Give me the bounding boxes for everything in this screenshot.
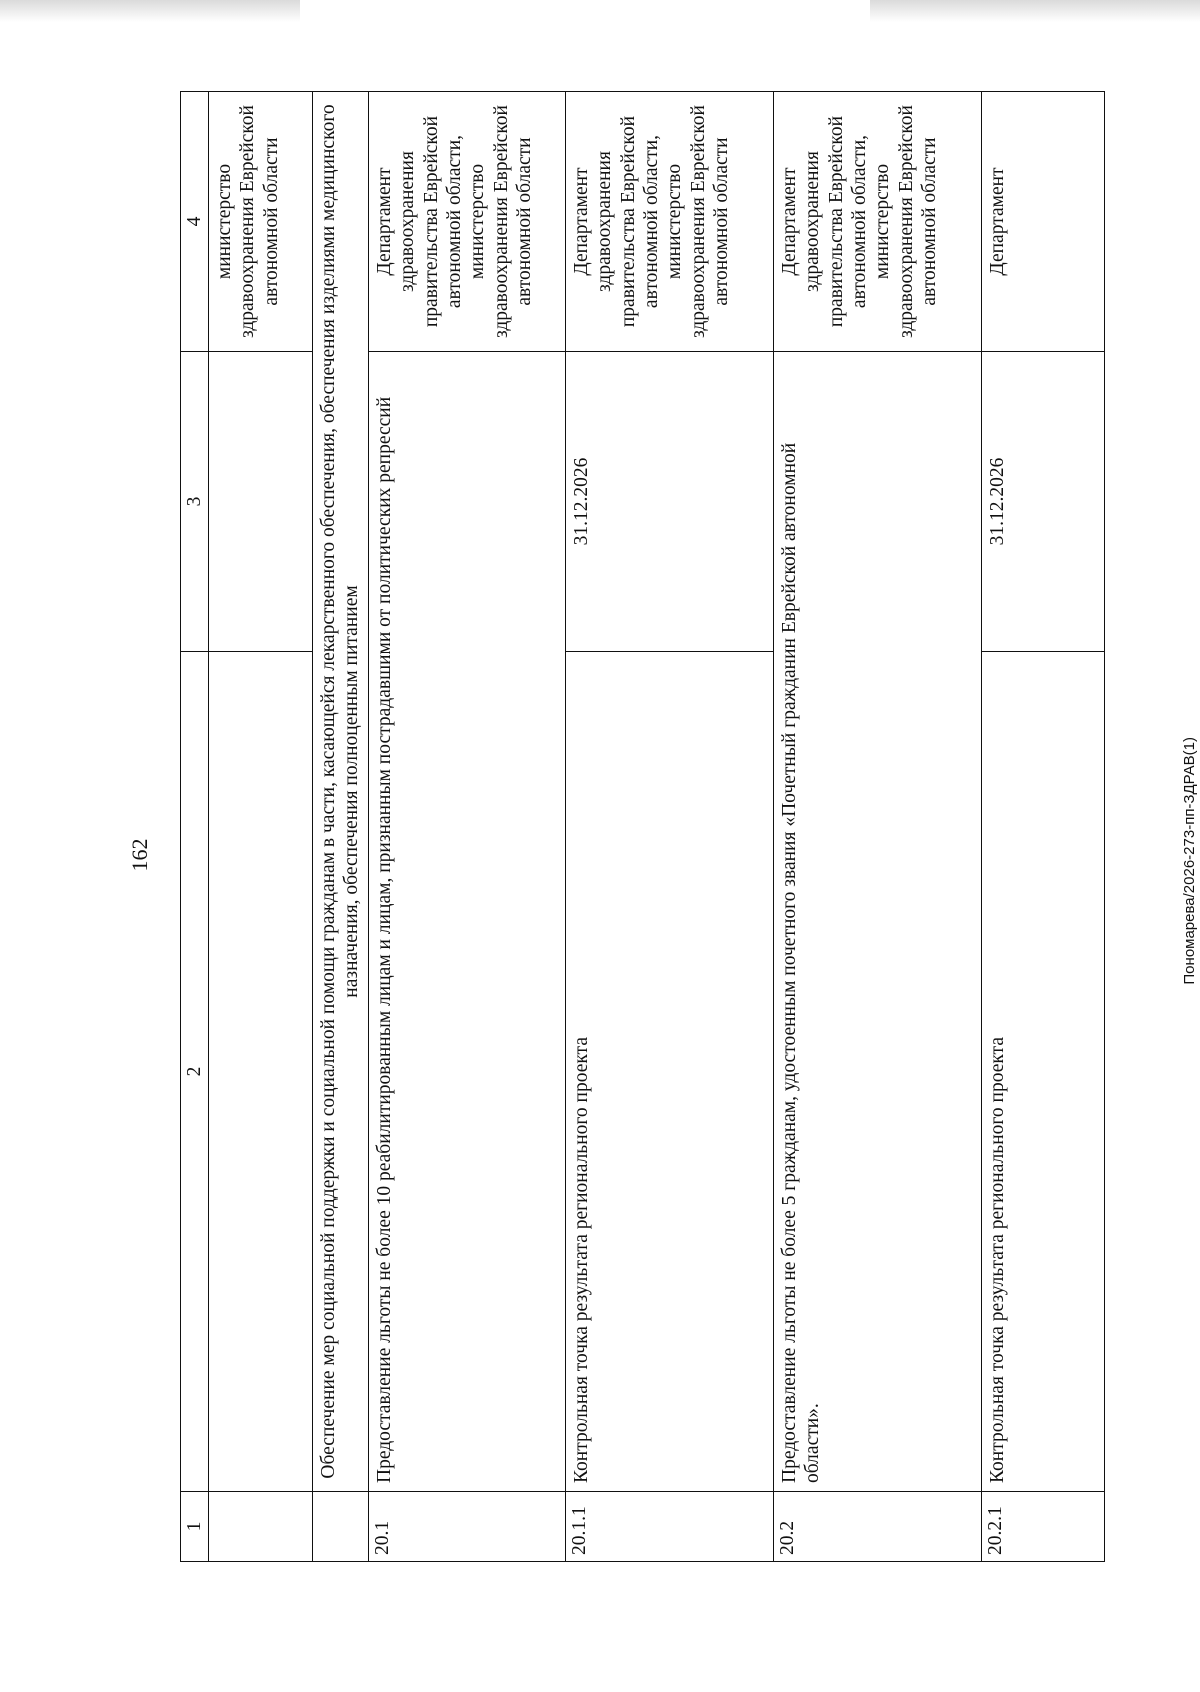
header-col-4: 4	[181, 92, 209, 352]
measures-table	[180, 91, 1105, 1562]
table-row	[981, 92, 1104, 1562]
scan-artifact	[0, 0, 300, 22]
table-row-continued	[209, 92, 313, 1562]
document-footer: Пономарева/2026-273-пп-ЗДРАВ(1)	[1181, 737, 1198, 985]
row-name: Предоставление льготы не более 10 реабилитированным лицам и лицам, признанным пострадавшими от политических репрессий	[368, 352, 565, 1492]
row-responsible: Департамент здравоохранения правительства Еврейской автономной области, министерство здравоохранения Еврейской автономной области	[565, 92, 773, 352]
section-empty-cell	[313, 1492, 369, 1562]
row-name	[209, 652, 313, 1492]
row-name: Контрольная точка результата регионального проекта	[565, 652, 773, 1492]
section-title: Обеспечение мер социальной поддержки и социальной помощи гражданам в части, касающейся лекарственного обеспечения, обеспечения изделиями медицинского назначения, обеспечения полноценным питанием	[313, 92, 369, 1492]
row-responsible: Департамент здравоохранения правительства Еврейской автономной области, министерство здравоохранения Еврейской автономной области	[773, 92, 981, 352]
document-table-rotated	[180, 92, 1100, 1562]
row-responsible: Департамент здравоохранения правительства Еврейской автономной области, министерство здравоохранения Еврейской автономной области	[368, 92, 565, 352]
table-header-row	[181, 92, 209, 1562]
table-row	[773, 92, 981, 1562]
row-name: Контрольная точка результата регионального проекта	[981, 652, 1104, 1492]
table-row	[368, 92, 565, 1562]
scan-artifact	[870, 0, 1200, 22]
row-number: 20.2.1	[981, 1492, 1104, 1562]
row-name: Предоставление льготы не более 5 гражданам, удостоенным почетного звания «Почетный гражданин Еврейской автономной области».	[773, 352, 981, 1492]
row-date: 31.12.2026	[565, 352, 773, 652]
header-col-1: 1	[181, 1492, 209, 1562]
header-col-2: 2	[181, 652, 209, 1492]
row-date	[209, 352, 313, 652]
page-number: 162	[127, 838, 152, 872]
row-number	[209, 1492, 313, 1562]
row-number: 20.1	[368, 1492, 565, 1562]
row-responsible: министерство здравоохранения Еврейской автономной области	[209, 92, 313, 352]
row-date: 31.12.2026	[981, 352, 1104, 652]
header-col-3: 3	[181, 352, 209, 652]
row-number: 20.2	[773, 1492, 981, 1562]
table-section-row	[313, 92, 369, 1562]
row-number: 20.1.1	[565, 1492, 773, 1562]
row-responsible: Департамент	[981, 92, 1104, 352]
table-row	[565, 92, 773, 1562]
